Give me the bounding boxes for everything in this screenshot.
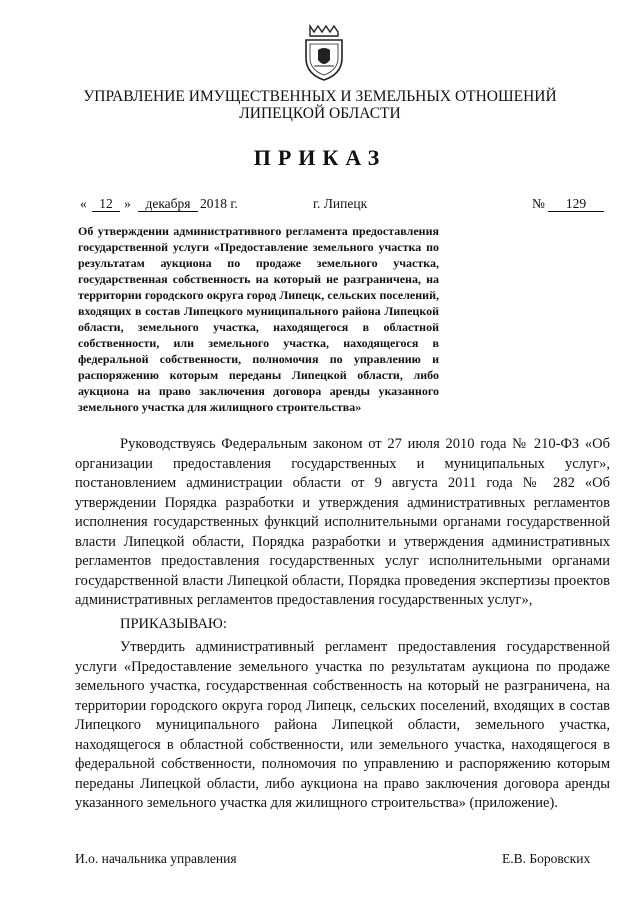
date-month (138, 196, 198, 212)
number-label: № (532, 196, 545, 211)
date-day-value: 12 (92, 197, 120, 212)
issuer-name-line-1: УПРАВЛЕНИЕ ИМУЩЕСТВЕННЫХ И ЗЕМЕЛЬНЫХ ОТНОШЕНИЙ (83, 88, 557, 105)
preamble-paragraph: Руководствуясь Федеральным законом от 27 июля 2010 года № 210-ФЗ «Об организации предоставления государственных и муниципальных услуг», постановлением администрации области от 9 августа 2011 года № 282 «Об утверждении Порядка разработки и утверждения административных регламентов исполнения государственных функций исполнительными органами государственной власти Липецкой области, Порядка разработки и утверждения административных регламентов предоставления государственных услуг исполнительными органами государственной власти Липецкой области, Порядка проведения экспертизы проектов административных регламентов предоставления государственных услуг», (75, 436, 610, 608)
document-type-title: ПРИКАЗ (253, 145, 387, 170)
issuer-name-line-2: ЛИПЕЦКОЙ ОБЛАСТИ (239, 105, 401, 122)
signatory-position: И.о. начальника управления (75, 851, 237, 866)
coat-of-arms-icon (300, 22, 348, 82)
order-number (548, 196, 604, 212)
place-of-issue: г. Липецк (313, 196, 368, 211)
order-text-paragraph: Утвердить административный регламент предоставления государственной услуги «Предоставление земельного участка по результатам аукциона по продаже земельного участка, государственная собственность на который не разграничена, на территории городского округа город Липецк, сельских поселений, входящих в состав Липецкого муниципального района Липецкой области, земельного участка, находящегося в областной собственности, или земельного участка, находящегося в федеральной собственности, полномочия по управлению и распоряжению которым переданы Липецкой области, либо аукциона на право заключения договора аренды указанного земельного участка для жилищного строительства» (приложение). (75, 639, 610, 811)
date-day (92, 196, 120, 212)
date-open-quote: « (80, 196, 87, 211)
order-subject: Об утверждении административного регламента предоставления государственной услуги «Предоставление земельного участка по результатам аукциона по продаже земельного участка, государственная собственность на который не разграничена, на территории городского округа город Липецк, сельских поселений, входящих в состав Липецкого муниципального района Липецкой области, земельного участка, находящегося в областной собственности, или земельного участка, находящегося в федеральной собственности, полномочия по управлению и распоряжению которым переданы Липецкой области, либо аукциона на право заключения договора аренды указанного земельного участка для жилищного строительства» (78, 224, 439, 414)
date-month-value: декабря (138, 197, 198, 212)
order-operative-word: ПРИКАЗЫВАЮ: (120, 616, 227, 632)
date-year: 2018 г. (200, 196, 238, 211)
signatory-name: Е.В. Боровских (502, 851, 591, 866)
date-close-quote: » (124, 196, 131, 211)
order-number-value: 129 (548, 197, 604, 212)
